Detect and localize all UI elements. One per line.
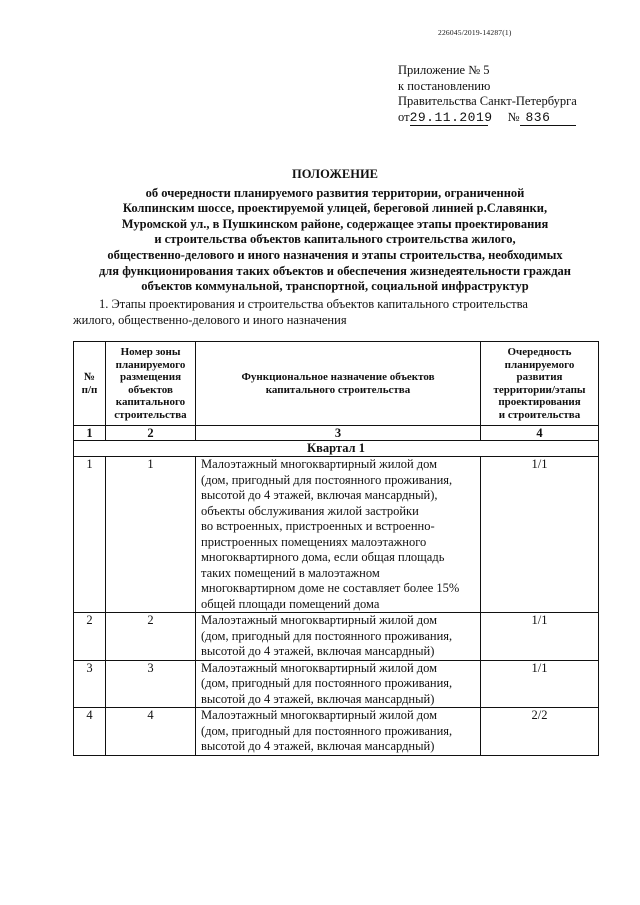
- document-title: [60, 167, 610, 295]
- purpose-line: (дом, пригодный для постоянного проживания,: [201, 472, 453, 487]
- section-line: 1. Этапы проектирования и строительства объектов капитального строительства: [99, 297, 528, 311]
- row-order: 2/2: [481, 708, 599, 756]
- date-number-line: [398, 110, 577, 126]
- header-line: п/п: [81, 383, 98, 396]
- header-line: планируемого: [504, 358, 575, 371]
- title-line: для функционирования таких объектов и обеспечения жизнедеятельности граждан: [98, 263, 572, 278]
- header-num: [74, 342, 106, 426]
- purpose-line: (дом, пригодный для постоянного проживания,: [201, 676, 453, 690]
- purpose-line: пристроенных помещениях малоэтажного: [201, 534, 427, 549]
- table-row: [74, 708, 599, 756]
- row-order: 1/1: [481, 660, 599, 708]
- header-line: объектов: [128, 383, 173, 396]
- purpose-line: многоквартирном доме не составляет более 15%: [201, 581, 460, 595]
- purpose-line: Малоэтажный многоквартирный жилой дом: [201, 660, 438, 675]
- title-main: ПОЛОЖЕНИЕ: [291, 167, 379, 181]
- date-value: 29.11.2019: [409, 109, 493, 125]
- header-line: планируемого: [115, 358, 186, 371]
- header-line: и строительства: [498, 408, 581, 421]
- title-line: общественно-делового и иного назначения и этапы строительства, необходимых: [107, 247, 563, 262]
- column-number: 4: [481, 426, 599, 441]
- purpose-line: Малоэтажный многоквартирный жилой дом: [201, 457, 438, 471]
- column-number-row: [74, 426, 599, 441]
- purpose-line: объекты обслуживания жилой застройки: [201, 503, 419, 518]
- appendix-line: к постановлению: [398, 78, 491, 93]
- date-prefix: от: [398, 109, 410, 124]
- purpose-line: высотой до 4 этажей, включая мансардный),: [201, 488, 438, 502]
- purpose-line: общей площади помещений дома: [201, 596, 380, 611]
- appendix-line: Приложение № 5: [398, 63, 490, 77]
- row-num: 2: [74, 613, 106, 661]
- title-line: Колпинским шоссе, проектируемой улицей, береговой линией р.Славянки,: [122, 201, 548, 216]
- header-zone: [106, 342, 196, 426]
- purpose-line: высотой до 4 этажей, включая мансардный): [201, 691, 435, 706]
- row-purpose: [196, 613, 481, 661]
- title-line: об очередности планируемого развития территории, ограниченной: [145, 185, 525, 200]
- header-line: капитального строительства: [265, 383, 411, 396]
- row-num: 1: [74, 457, 106, 613]
- table-row: [74, 613, 599, 661]
- header-line: территории/этапы: [493, 383, 586, 396]
- number-prefix: №: [507, 109, 520, 124]
- purpose-line: во встроенных, пристроенных и встроенно-: [201, 519, 435, 533]
- number-value: 836: [520, 111, 576, 126]
- row-purpose: [196, 708, 481, 756]
- title-line: и строительства объектов капитального строительства жилого,: [154, 232, 516, 247]
- appendix-line: Правительства Санкт-Петербурга: [398, 94, 577, 108]
- header-line: Номер зоны: [120, 346, 181, 358]
- header-line: размещения: [119, 371, 182, 383]
- row-num: 3: [74, 660, 106, 708]
- appendix-block: [398, 63, 577, 126]
- header-line: развития: [516, 371, 563, 383]
- header-line: капитального: [115, 396, 186, 408]
- row-num: 4: [74, 708, 106, 756]
- purpose-line: таких помещений в малоэтажном: [201, 565, 380, 580]
- row-purpose: [196, 457, 481, 613]
- document-id: 226045/2019-14287(1): [438, 28, 512, 37]
- purpose-line: (дом, пригодный для постоянного проживания,: [201, 723, 453, 738]
- section-heading: [73, 297, 598, 328]
- column-number: 3: [196, 426, 481, 441]
- header-line: Функциональное назначение объектов: [241, 371, 435, 383]
- header-line: проектирования: [498, 396, 581, 408]
- header-order: [481, 342, 599, 426]
- row-zone: 4: [106, 708, 196, 756]
- purpose-line: Малоэтажный многоквартирный жилой дом: [201, 613, 438, 627]
- quarter-row: [74, 441, 599, 457]
- row-purpose: [196, 660, 481, 708]
- table-header-row: [74, 342, 599, 426]
- table-row: [74, 457, 599, 613]
- table-row: [74, 660, 599, 708]
- title-line: объектов коммунальной, транспортной, социальной инфраструктур: [141, 279, 529, 294]
- purpose-line: (дом, пригодный для постоянного проживания,: [201, 628, 453, 643]
- purpose-line: высотой до 4 этажей, включая мансардный): [201, 739, 435, 753]
- stages-table: [73, 341, 599, 756]
- column-number: 1: [74, 426, 106, 441]
- purpose-line: Малоэтажный многоквартирный жилой дом: [201, 708, 438, 722]
- title-line: Муромской ул., в Пушкинском районе, содержащее этапы проектирования: [121, 216, 549, 231]
- row-zone: 2: [106, 613, 196, 661]
- header-line: Очередность: [507, 346, 572, 358]
- row-order: 1/1: [481, 613, 599, 661]
- row-zone: 3: [106, 660, 196, 708]
- purpose-line: высотой до 4 этажей, включая мансардный): [201, 644, 435, 658]
- section-line: жилого, общественно-делового и иного назначения: [73, 312, 347, 327]
- header-line: строительства: [114, 408, 187, 421]
- row-order: 1/1: [481, 457, 599, 613]
- column-number: 2: [106, 426, 196, 441]
- header-line: №: [83, 371, 96, 383]
- row-zone: 1: [106, 457, 196, 613]
- quarter-label: Квартал 1: [74, 441, 599, 457]
- header-purpose: [196, 342, 481, 426]
- purpose-line: многоквартирного дома, если общая площадь: [201, 550, 445, 564]
